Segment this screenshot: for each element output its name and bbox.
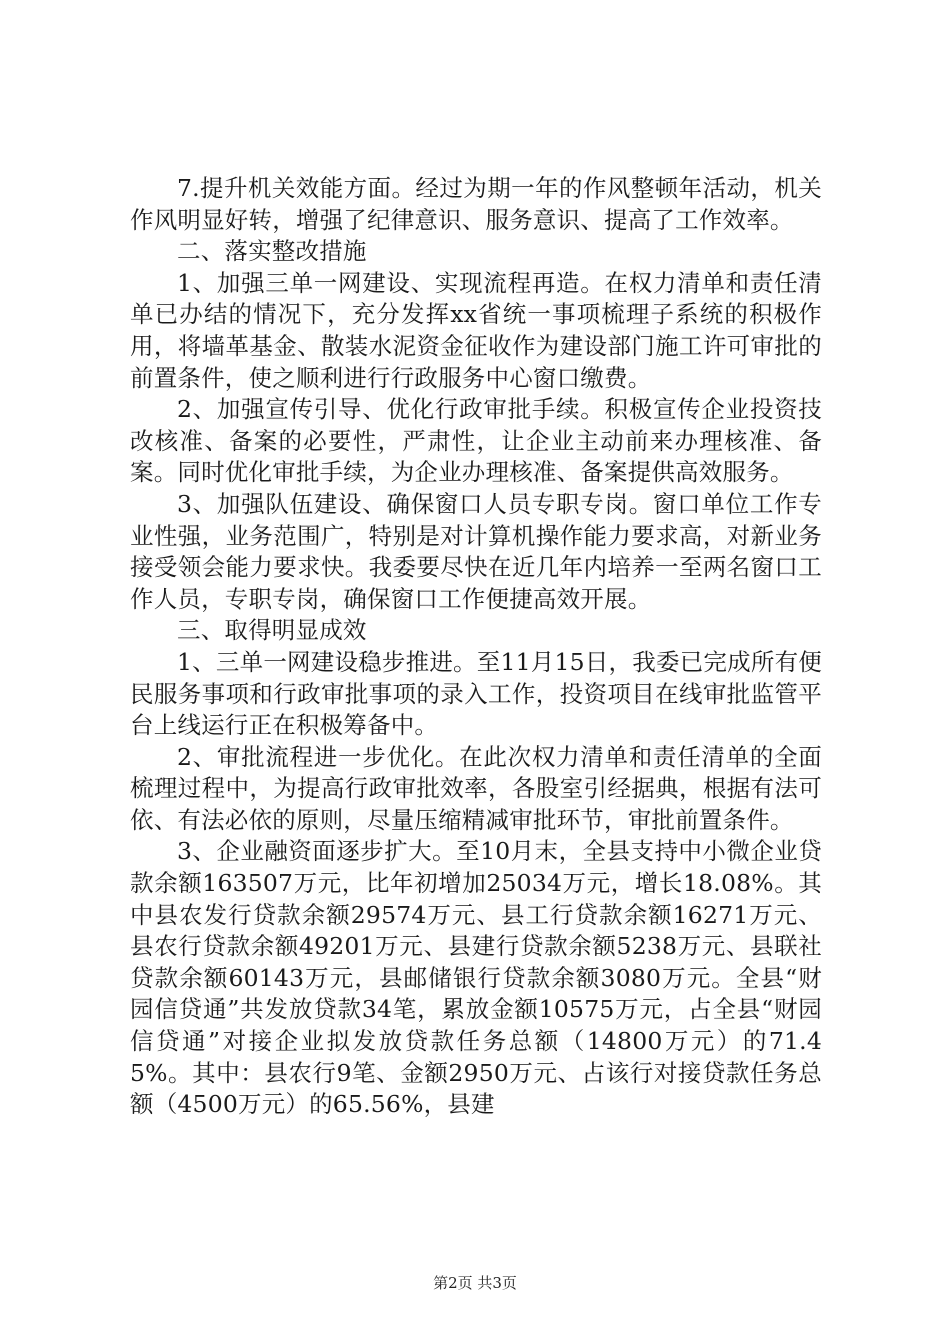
- page-footer: 第2页 共3页: [433, 1274, 517, 1292]
- document-body: [130, 173, 822, 1121]
- paragraph-three-lists-one-network: 1、加强三单一网建设、实现流程再造。在权力清单和责任清单已办结的情况下，充分发挥xx省统一事项梳理子系统的积极作用，将墙革基金、散装水泥资金征收作为建设部门施工许可审批的前置条件，使之顺利进行行政服务中心窗口缴费。: [130, 268, 822, 392]
- paragraph-publicity-guidance: 2、加强宣传引导、优化行政审批手续。积极宣传企业投资技改核准、备案的必要性，严肃性，让企业主动前来办理核准、备案。同时优化审批手续，为企业办理核准、备案提供高效服务。: [130, 395, 822, 487]
- paragraph-steady-progress: 1、三单一网建设稳步推进。至11月15日，我委已完成所有便民服务事项和行政审批事项的录入工作，投资项目在线审批监管平台上线运行正在积极筹备中。: [130, 647, 822, 740]
- paragraph-process-optimization: 2、审批流程进一步优化。在此次权力清单和责任清单的全面梳理过程中，为提高行政审批效率，各股室引经据典，根据有法可依、有法必依的原则，尽量压缩精减审批环节，审批前置条件。: [130, 742, 822, 834]
- paragraph-enterprise-financing: 3、企业融资面逐步扩大。至10月末，全县支持中小微企业贷款余额163507万元，比年初增加25034万元，增长18.08%。其中县农发行贷款余额29574万元、县工行贷款余额16271万元、县农行贷款余额49201万元、县建行贷款余额5238万元、县联社贷款余额60143万元，县邮储银行贷款余额3080万元。全县“财园信贷通”共发放贷款34笔，累放金额10575万元，占全县“财园信贷通”对接企业拟发放贷款任务总额（14800万元）的71.45%。其中：县农行9笔、金额2950万元、占该行对接贷款任务总额（4500万元）的65.56%，县建: [130, 837, 822, 1119]
- section-heading-rectification: 二、落实整改措施: [177, 237, 367, 266]
- section-heading-results: 三、取得明显成效: [177, 616, 367, 645]
- paragraph-efficiency: 7.提升机关效能方面。经过为期一年的作风整顿年活动，机关作风明显好转，增强了纪律意识、服务意识、提高了工作效率。: [130, 174, 822, 234]
- paragraph-team-building: 3、加强队伍建设、确保窗口人员专职专岗。窗口单位工作专业性强，业务范围广，特别是对计算机操作能力要求高，对新业务接受领会能力要求快。我委要尽快在近几年内培养一至两名窗口工作人员，专职专岗，确保窗口工作便捷高效开展。: [130, 489, 822, 613]
